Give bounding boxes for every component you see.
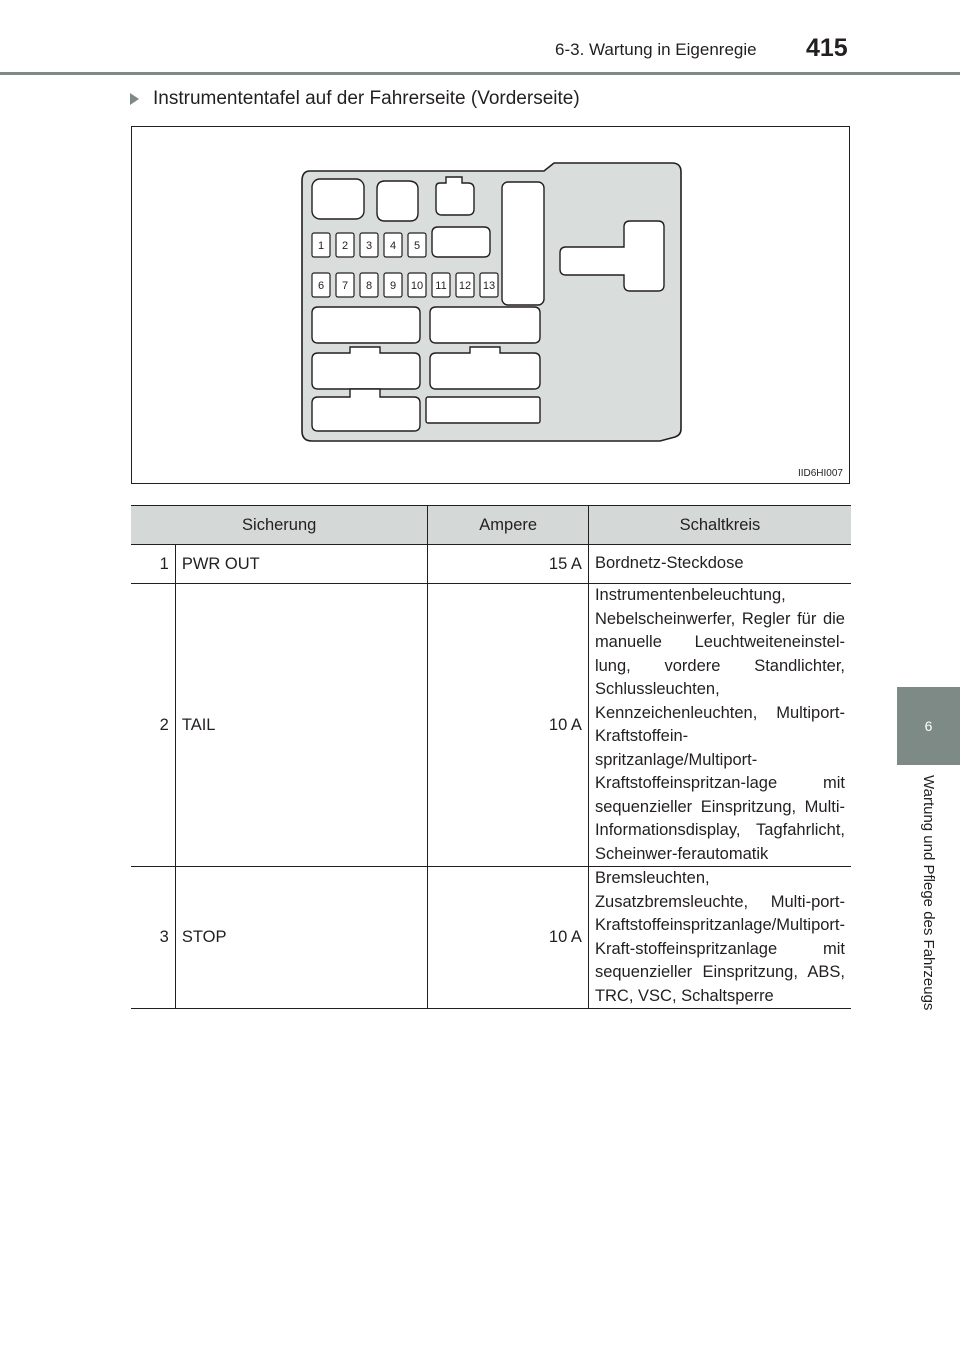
fuse-box-drawing: [132, 127, 849, 483]
figure-label: IID6HI007: [797, 468, 843, 479]
fuse-number-cell: 3: [131, 867, 175, 1009]
table-header-row: [131, 506, 851, 545]
header-rule: [0, 72, 960, 75]
fuse-number-1: 1: [317, 240, 325, 252]
circuit-cell: Instrumentenbeleuchtung, Nebelscheinwerfer, Regler für die manuelle Leuchtweiteneinstel-lung, vordere Standlichter, Schlussleuchten, Kennzeichenleuchten, Multiport-Kraftstoffein-spritzanlage/Multiport-Kraftstoffeinspritzan-lage mit sequenzieller Einspritzung, Multi-Informationsdisplay, Tagfahrlicht, Scheinwer-ferautomatik: [588, 584, 851, 867]
section-heading: [130, 88, 580, 110]
fuse-box-diagram: [131, 126, 850, 484]
heading-text: Instrumententafel auf der Fahrerseite (Vorderseite): [153, 88, 580, 109]
table-row: [131, 867, 851, 1009]
fuse-number-cell: 1: [131, 545, 175, 584]
fuse-number-8: 8: [365, 280, 373, 292]
column-header-fuse: Sicherung: [131, 506, 428, 545]
column-header-circuit: Schaltkreis: [588, 506, 851, 545]
chapter-tab[interactable]: [897, 687, 960, 765]
fuse-number-2: 2: [341, 240, 349, 252]
fuse-number-6: 6: [317, 280, 325, 292]
chapter-title-text: Wartung und Pflege des Fahrzeugs: [920, 775, 937, 1011]
triangle-bullet-icon: [130, 93, 139, 105]
ampere-cell: 10 A: [428, 584, 589, 867]
section-title: 6-3. Wartung in Eigenregie: [555, 40, 757, 59]
fuse-number-10: 10: [410, 280, 424, 292]
circuit-cell: Bremsleuchten, Zusatzbremsleuchte, Multi-port-Kraftstoffeinspritzanlage/Multiport-Kraft-stoffeinspritzanlage mit sequenzieller Einspritzung, ABS, TRC, VSC, Schaltsperre: [588, 867, 851, 1009]
fuse-number-5: 5: [413, 240, 421, 252]
table-row: [131, 545, 851, 584]
page-number: 415: [806, 34, 848, 62]
fuse-number-cell: 2: [131, 584, 175, 867]
circuit-cell: Bordnetz-Steckdose: [588, 545, 851, 584]
fuse-number-9: 9: [389, 280, 397, 292]
fuse-table: [131, 505, 851, 1009]
table-row: [131, 584, 851, 867]
chapter-number: 6: [924, 718, 933, 734]
column-header-ampere: Ampere: [428, 506, 589, 545]
fuse-name-cell: STOP: [175, 867, 428, 1009]
fuse-number-3: 3: [365, 240, 373, 252]
fuse-number-12: 12: [458, 280, 472, 292]
ampere-cell: 10 A: [428, 867, 589, 1009]
fuse-name-cell: TAIL: [175, 584, 428, 867]
fuse-number-7: 7: [341, 280, 349, 292]
fuse-name-cell: PWR OUT: [175, 545, 428, 584]
fuse-number-4: 4: [389, 240, 397, 252]
ampere-cell: 15 A: [428, 545, 589, 584]
fuse-number-11: 11: [435, 280, 447, 292]
chapter-side-title: [897, 775, 960, 1065]
fuse-number-13: 13: [482, 280, 496, 292]
